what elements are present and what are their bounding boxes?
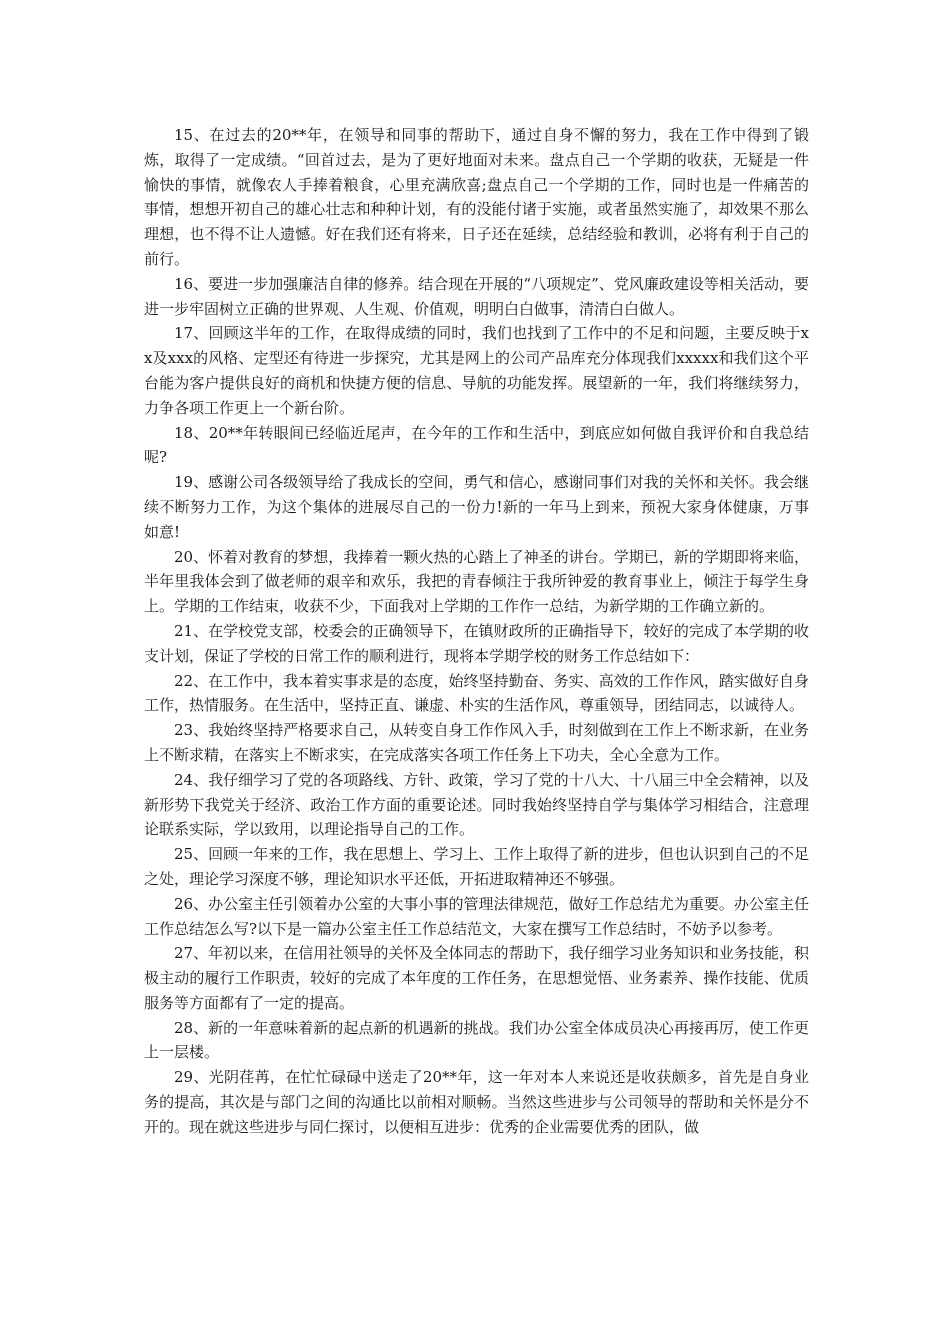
paragraph-17: 17、回顾这半年的工作，在取得成绩的同时，我们也找到了工作中的不足和问题，主要反映于xx及xxx的风格、定型还有待进一步探究，尤其是网上的公司产品库充分体现我们xxxxx和我们这个平台能为客户提供良好的商机和快捷方便的信息、导航的功能发挥。展望新的一年，我们将继续努力，力争各项工作更上一个新台阶。: [144, 324, 809, 417]
paragraph-26: 26、办公室主任引领着办公室的大事小事的管理法律规范，做好工作总结尤为重要。办公室主任工作总结怎么写?以下是一篇办公室主任工作总结范文，大家在撰写工作总结时，不妨予以参考。: [144, 894, 809, 938]
paragraph-19: 19、感谢公司各级领导给了我成长的空间，勇气和信心，感谢同事们对我的关怀和关怀。我会继续不断努力工作，为这个集体的进展尽自己的一份力!新的一年马上到来，预祝大家身体健康，万事如意!: [144, 473, 809, 541]
paragraph-27: 27、年初以来，在信用社领导的关怀及全体同志的帮助下，我仔细学习业务知识和业务技能，积极主动的履行工作职责，较好的完成了本年度的工作任务，在思想觉悟、业务素养、操作技能、优质服务等方面都有了一定的提高。: [144, 944, 809, 1012]
paragraph-28: 28、新的一年意味着新的起点新的机遇新的挑战。我们办公室全体成员决心再接再厉，使工作更上一层楼。: [144, 1018, 809, 1062]
paragraph-24: 24、我仔细学习了党的各项路线、方针、政策，学习了党的十八大、十八届三中全会精神，以及新形势下我党关于经济、政治工作方面的重要论述。同时我始终坚持自学与集体学习相结合，注意理论联系实际，学以致用，以理论指导自己的工作。: [144, 770, 809, 839]
paragraph-29: 29、光阴荏苒，在忙忙碌碌中送走了20**年，这一年对本人来说还是收获颇多，首先是自身业务的提高，其次是与部门之间的沟通比以前相对顺畅。当然这些进步与公司领导的帮助和关怀是分不开的。现在就这些进步与同仁探讨，以便相互进步：优秀的企业需要优秀的团队，做: [144, 1068, 809, 1136]
paragraph-22: 22、在工作中，我本着实事求是的态度，始终坚持勤奋、务实、高效的工作作风，踏实做好自身工作，热情服务。在生活中，坚持正直、谦虚、朴实的生活作风，尊重领导，团结同志，以诚待人。: [144, 671, 809, 715]
paragraph-23: 23、我始终坚持严格要求自己，从转变自身工作作风入手，时刻做到在工作上不断求新，在业务上不断求精，在落实上不断求实，在完成落实各项工作任务上下功夫，全心全意为工作。: [144, 721, 809, 764]
paragraph-21: 21、在学校党支部，校委会的正确领导下，在镇财政所的正确指导下，较好的完成了本学期的收支计划，保证了学校的日常工作的顺利进行，现将本学期学校的财务工作总结如下：: [144, 621, 809, 665]
paragraph-18: 18、20**年转眼间已经临近尾声，在今年的工作和生活中，到底应如何做自我评价和自我总结呢?: [144, 423, 809, 467]
paragraph-16: 16、要进一步加强廉洁自律的修养。结合现在开展的“八项规定”、党风廉政建设等相关活动，要进一步牢固树立正确的世界观、人生观、价值观，明明白白做事，清清白白做人。: [144, 274, 809, 318]
document-body: [144, 123, 809, 1140]
paragraph-20: 20、怀着对教育的梦想，我捧着一颗火热的心踏上了神圣的讲台。学期已，新的学期即将来临，半年里我体会到了做老师的艰辛和欢乐，我把的青春倾注于我所钟爱的教育事业上，倾注于每学生身上。学期的工作结束，收获不少，下面我对上学期的工作作一总结，为新学期的工作确立新的。: [144, 547, 809, 616]
paragraph-25: 25、回顾一年来的工作，我在思想上、学习上、工作上取得了新的进步，但也认识到自己的不足之处，理论学习深度不够，理论知识水平还低，开拓进取精神还不够强。: [144, 845, 809, 888]
paragraph-15: 15、在过去的20**年，在领导和同事的帮助下，通过自身不懈的努力，我在工作中得到了锻炼，取得了一定成绩。“回首过去，是为了更好地面对未来。盘点自己一个学期的收获，无疑是一件愉快的事情，就像农人手捧着粮食，心里充满欣喜;盘点自己一个学期的工作，同时也是一件痛苦的事情，想想开初自己的雄心壮志和种种计划，有的没能付诸于实施，或者虽然实施了，却效果不那么理想，也不得不让人遗憾。好在我们还有将来，日子还在延续，总结经验和教训，必将有利于自己的前行。: [144, 126, 809, 268]
